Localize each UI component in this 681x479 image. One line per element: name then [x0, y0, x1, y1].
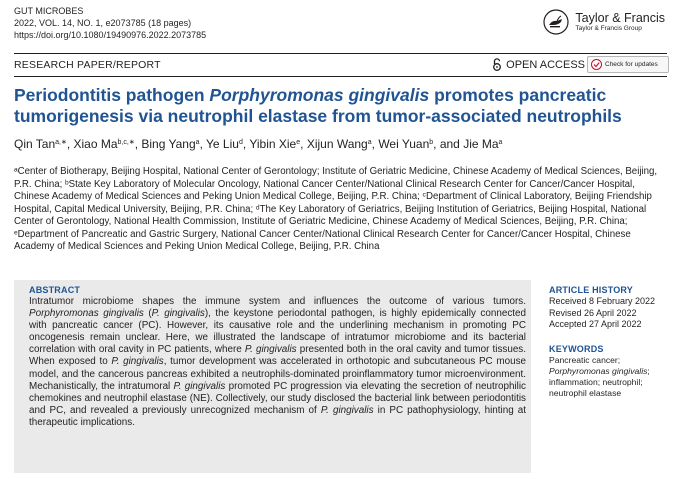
- keyword-text: Pancreatic cancer;: [549, 355, 621, 365]
- title-part1: Periodontitis pathogen: [14, 85, 210, 105]
- abstract-paragraph: [29, 296, 526, 429]
- keyword-text: neutrophil elastase: [549, 388, 622, 398]
- author-separator: ,: [66, 137, 74, 151]
- author-name[interactable]: Ye Liu: [206, 137, 239, 151]
- article-type: RESEARCH PAPER/REPORT: [14, 59, 161, 71]
- received-date: Received 8 February 2022: [549, 296, 656, 306]
- author-name[interactable]: Wei Yuan: [378, 137, 430, 151]
- keyword-suffix: ;: [647, 366, 650, 376]
- article-title: [14, 85, 664, 127]
- author-affiliation-marker: b: [429, 139, 434, 146]
- author-affiliation-marker: b,c,∗: [117, 139, 135, 146]
- journal-info: [14, 5, 206, 41]
- author-name[interactable]: Jie Ma: [463, 137, 499, 151]
- keywords-list: [549, 355, 674, 399]
- journal-doi[interactable]: https://doi.org/10.1080/19490976.2022.2073785: [14, 30, 207, 40]
- keyword-line: [549, 355, 674, 366]
- check-updates-label: Check for updates: [605, 61, 658, 68]
- abstract-italic-term: Porphyromonas gingivalis: [29, 308, 144, 320]
- author-name[interactable]: Xiao Ma: [73, 137, 118, 151]
- author-name[interactable]: Qin Tan: [14, 137, 56, 151]
- header-rule-top: [14, 53, 667, 54]
- author-separator: , and: [433, 137, 464, 151]
- affiliations-text: ᵃCenter of Biotherapy, Beijing Hospital, National Center of Gerontology; Institute of Geriatric Medicine, Chinese Academy of Medical Sciences, Beijing, P.R. China; ᵇState Key Laboratory of Molecular Oncology, National Cancer Center/National Clinical Research Center for Cancer/Cancer Hospital, Chinese Academy of Medical Sciences and Peking Union Medical College, Beijing, P.R. China; ᶜDepartment of Clinical Laboratory, Beijing Friendship Hospital, Capital Medical University, Beijing, P.R. China; ᵈThe Key Laboratory of Geriatrics, Beijing Institution of Geriatrics, Beijing Hospital, National Center of Gerontology, National Health Commission, Institute of Geriatric Medicine, Chinese Academy of Medical Sciences, Beijing, P.R. China; ᵉDepartment of Pancreatic and Gastric Surgery, National Cancer Center/National Clinical Research Center for Cancer/Cancer Hospital, Chinese Academy of Medical Sciences and Peking Union Medical College, Beijing, P.R. China: [14, 166, 658, 252]
- author-affiliation-marker: d: [238, 139, 243, 146]
- abstract-italic-term: P. gingivalis: [173, 380, 226, 392]
- journal-name: GUT MICROBES: [14, 6, 84, 16]
- abstract-run: (: [143, 308, 152, 320]
- author-separator: ,: [371, 137, 379, 151]
- abstract-run: , tumor development was accelerated in orthotopic and subcutaneous PC mouse model, and the cancerous pancreas exhibited a neutrophils-dominated proinflammatory tumor microenvironment. Mechanistically, the intratumoral: [29, 356, 526, 392]
- publisher-group: Taylor & Francis Group: [575, 24, 642, 32]
- keywords-heading: KEYWORDS: [549, 344, 604, 354]
- journal-volume: 2022, VOL. 14, NO. 1, e2073785 (18 pages): [14, 18, 192, 28]
- author-separator: ,: [242, 137, 250, 151]
- title-part2: promotes pancreatic tumorigenesis via neutrophil elastase from tumor-associated neutrophils: [14, 85, 622, 126]
- publisher-logo: [543, 9, 665, 35]
- abstract-italic-term: P. gingivalis: [151, 308, 205, 320]
- open-access-label: OPEN ACCESS: [506, 58, 585, 71]
- abstract-run: ), the keystone periodontal pathogen, is highly epidemically connected with pancreatic cancer (PC). However, its causative role and the underlining mechanism in promoting PC oncogenesis remain unclear. Here, we illustrated the landscape of intratumor microbiome and its bacterial correlation with oral cavity in PC patients, where: [29, 308, 526, 356]
- abstract-run: presented both in the oral cavity and tumor tissues. When exposed to: [29, 344, 526, 368]
- check-updates-button[interactable]: [587, 56, 669, 73]
- keywords: [549, 344, 674, 399]
- author-affiliation-marker: a: [195, 139, 200, 146]
- title-italic: Porphyromonas gingivalis: [209, 85, 430, 105]
- publisher-name: Taylor & Francis: [575, 10, 665, 25]
- keyword-line: [549, 377, 674, 388]
- abstract-italic-term: P. gingivalis: [111, 356, 164, 368]
- accepted-date: Accepted 27 April 2022: [549, 319, 642, 329]
- author-name[interactable]: Yibin Xie: [249, 137, 297, 151]
- author-separator: ,: [199, 137, 207, 151]
- keyword-line: [549, 388, 674, 399]
- header-rule-bottom: [14, 76, 667, 77]
- author-separator: ,: [300, 137, 307, 151]
- check-updates-icon: [591, 59, 602, 70]
- author-affiliation-marker: a: [367, 139, 372, 146]
- author-name[interactable]: Bing Yang: [141, 137, 196, 151]
- abstract-run: promoted PC progression via elevating the secretion of neutrophilic chemokines and neutrophil elastase (NE). Collectively, our study disclosed the bacterial link between periodontitis and PC, and revealed a previously unrecognized mechanism of: [29, 380, 526, 416]
- revised-date: Revised 26 April 2022: [549, 307, 637, 318]
- abstract-italic-term: P. gingivalis: [244, 344, 297, 356]
- keyword-text: inflammation; neutrophil;: [549, 377, 643, 387]
- affiliations: [14, 166, 669, 254]
- keyword-text: Porphyromonas gingivalis: [549, 366, 648, 376]
- article-history-heading: ARTICLE HISTORY: [549, 285, 634, 295]
- author-affiliation-marker: a,∗: [55, 139, 67, 146]
- abstract-text: [29, 296, 526, 429]
- abstract-heading: ABSTRACT: [29, 285, 81, 295]
- abstract-run: Intratumor microbiome shapes the immune system and influences the outcome of various tumors.: [29, 296, 526, 307]
- abstract-run: in PC pathophysiology, hinting at therapeutic implications.: [29, 404, 527, 428]
- open-access-badge: [492, 58, 585, 71]
- author-name[interactable]: Xijun Wang: [306, 137, 368, 151]
- article-history: [549, 285, 674, 331]
- author-affiliation-marker: a: [498, 139, 503, 146]
- author-affiliation-marker: e: [296, 139, 301, 146]
- author-separator: ,: [134, 137, 142, 151]
- open-lock-icon: [492, 58, 502, 71]
- author-list: [14, 137, 502, 151]
- lamp-icon: [543, 9, 569, 35]
- abstract-italic-term: P. gingivalis: [320, 404, 374, 416]
- keyword-line: [549, 366, 674, 377]
